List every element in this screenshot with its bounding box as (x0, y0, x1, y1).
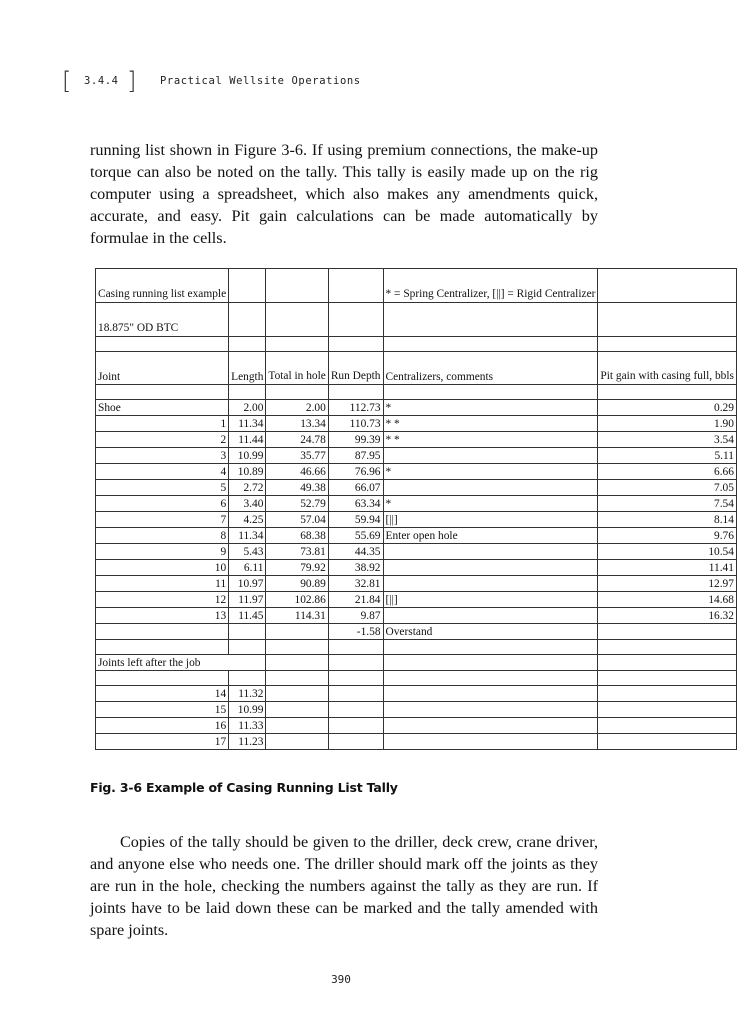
comment-cell (383, 544, 598, 560)
spare-joint-row (96, 702, 737, 718)
total-cell: 35.77 (266, 448, 328, 464)
comment-cell (383, 560, 598, 576)
pit-gain-cell: 16.32 (598, 608, 737, 624)
length-cell: 10.99 (229, 702, 266, 718)
length-cell: 11.23 (229, 734, 266, 750)
comment-cell: Enter open hole (383, 528, 598, 544)
section-number: 3.4.4 (84, 75, 119, 87)
header-pit-gain: Pit gain with casing full, bbls (598, 352, 737, 385)
table-row (96, 416, 737, 432)
page-number: 390 (331, 973, 351, 986)
total-cell: 49.38 (266, 480, 328, 496)
pit-gain-cell: 5.11 (598, 448, 737, 464)
header-length: Length (229, 352, 266, 385)
depth-cell: 32.81 (328, 576, 383, 592)
length-cell: 5.43 (229, 544, 266, 560)
table-title-cell: Casing running list example (96, 269, 229, 303)
table-row (96, 544, 737, 560)
blank-row (96, 385, 737, 400)
joint-cell: 4 (96, 464, 229, 480)
total-cell: 73.81 (266, 544, 328, 560)
blank-row (96, 640, 737, 655)
pit-gain-cell: 10.54 (598, 544, 737, 560)
table-row (96, 432, 737, 448)
table-row (96, 400, 737, 416)
spare-joint-row (96, 718, 737, 734)
comment-cell: * (383, 400, 598, 416)
joint-cell: 9 (96, 544, 229, 560)
comment-cell: * * (383, 416, 598, 432)
joint-cell: Shoe (96, 400, 229, 416)
comment-cell (383, 608, 598, 624)
overstand-comment-cell: Overstand (383, 624, 598, 640)
comment-cell (383, 576, 598, 592)
joint-cell: 15 (96, 702, 229, 718)
total-cell: 79.92 (266, 560, 328, 576)
casing-tally-table (95, 268, 737, 750)
depth-cell: 38.92 (328, 560, 383, 576)
length-cell: 10.99 (229, 448, 266, 464)
total-cell: 24.78 (266, 432, 328, 448)
column-header-row (96, 352, 737, 385)
total-cell: 52.79 (266, 496, 328, 512)
table-row (96, 464, 737, 480)
depth-cell: 66.07 (328, 480, 383, 496)
depth-cell: 87.95 (328, 448, 383, 464)
length-cell: 11.45 (229, 608, 266, 624)
joint-cell: 17 (96, 734, 229, 750)
depth-cell: 110.73 (328, 416, 383, 432)
total-cell: 90.89 (266, 576, 328, 592)
comment-cell: [||] (383, 592, 598, 608)
length-cell: 11.44 (229, 432, 266, 448)
pit-gain-cell: 6.66 (598, 464, 737, 480)
joint-cell: 7 (96, 512, 229, 528)
running-title: Practical Wellsite Operations (160, 75, 361, 87)
comment-cell (383, 480, 598, 496)
length-cell: 2.72 (229, 480, 266, 496)
joint-cell: 13 (96, 608, 229, 624)
joint-cell: 16 (96, 718, 229, 734)
length-cell: 10.89 (229, 464, 266, 480)
depth-cell: 112.73 (328, 400, 383, 416)
length-cell: 11.34 (229, 416, 266, 432)
joint-cell: 14 (96, 686, 229, 702)
figure-caption: Fig. 3-6 Example of Casing Running List Tally (90, 780, 398, 795)
joint-cell: 11 (96, 576, 229, 592)
comment-cell (383, 448, 598, 464)
total-cell: 68.38 (266, 528, 328, 544)
blank-row (96, 671, 737, 686)
joint-cell: 12 (96, 592, 229, 608)
table-row (96, 592, 737, 608)
pit-gain-cell: 9.76 (598, 528, 737, 544)
length-cell: 11.33 (229, 718, 266, 734)
body-paragraph-1: running list shown in Figure 3-6. If using premium connections, the make-up torque can also be noted on the tally. This tally is easily made up on the rig computer using a spreadsheet, which also makes any amendments quick, accurate, and easy. Pit gain calculations can be made automatically by formulae in the cells. (90, 141, 598, 247)
joint-cell: 2 (96, 432, 229, 448)
joint-cell: 5 (96, 480, 229, 496)
comment-cell: * * (383, 432, 598, 448)
depth-cell: 21.84 (328, 592, 383, 608)
joints-left-label: Joints left after the job (96, 655, 266, 671)
pit-gain-cell: 1.90 (598, 416, 737, 432)
header-joint: Joint (96, 352, 229, 385)
table-row (96, 528, 737, 544)
length-cell: 3.40 (229, 496, 266, 512)
header-total-in-hole: Total in hole (266, 352, 328, 385)
pit-gain-cell: 3.54 (598, 432, 737, 448)
left-bracket: [ (62, 67, 72, 95)
table-row (96, 448, 737, 464)
pit-gain-cell: 8.14 (598, 512, 737, 528)
spare-joint-row (96, 734, 737, 750)
joint-cell: 6 (96, 496, 229, 512)
right-bracket: ] (127, 67, 137, 95)
comment-cell: * (383, 496, 598, 512)
header-run-depth: Run Depth (328, 352, 383, 385)
total-cell: 57.04 (266, 512, 328, 528)
total-cell: 2.00 (266, 400, 328, 416)
overstand-row (96, 624, 737, 640)
pit-gain-cell: 11.41 (598, 560, 737, 576)
comment-cell: [||] (383, 512, 598, 528)
joint-cell: 1 (96, 416, 229, 432)
table-title-row (96, 269, 737, 303)
blank-row (96, 337, 737, 352)
total-cell: 114.31 (266, 608, 328, 624)
joint-cell: 3 (96, 448, 229, 464)
comment-cell: * (383, 464, 598, 480)
casing-spec-row (96, 303, 737, 337)
table-row (96, 480, 737, 496)
length-cell: 10.97 (229, 576, 266, 592)
depth-cell: 63.34 (328, 496, 383, 512)
depth-cell: 59.94 (328, 512, 383, 528)
length-cell: 6.11 (229, 560, 266, 576)
total-cell: 102.86 (266, 592, 328, 608)
depth-cell: 76.96 (328, 464, 383, 480)
depth-cell: 44.35 (328, 544, 383, 560)
casing-spec-cell: 18.875" OD BTC (96, 303, 229, 337)
pit-gain-cell: 7.54 (598, 496, 737, 512)
table-row (96, 560, 737, 576)
length-cell: 11.32 (229, 686, 266, 702)
depth-cell: 9.87 (328, 608, 383, 624)
length-cell: 2.00 (229, 400, 266, 416)
length-cell: 11.34 (229, 528, 266, 544)
total-cell: 46.66 (266, 464, 328, 480)
overstand-depth-cell: -1.58 (328, 624, 383, 640)
joints-left-row (96, 655, 737, 671)
spare-joint-row (96, 686, 737, 702)
body-paragraph-2: Copies of the tally should be given to the driller, deck crew, crane driver, and anyone else who needs one. The driller should mark off the joints as they are run in the hole, checking the numbers against the tally as they are run. If joints have to be laid down these can be marked and the tally amended with spare joints. (90, 833, 598, 939)
pit-gain-cell: 12.97 (598, 576, 737, 592)
depth-cell: 55.69 (328, 528, 383, 544)
depth-cell: 99.39 (328, 432, 383, 448)
header-comments: Centralizers, comments (383, 352, 598, 385)
table-row (96, 576, 737, 592)
centralizer-legend-cell: * = Spring Centralizer, [||] = Rigid Centralizer (383, 269, 598, 303)
total-cell: 13.34 (266, 416, 328, 432)
joint-cell: 8 (96, 528, 229, 544)
pit-gain-cell: 0.29 (598, 400, 737, 416)
length-cell: 11.97 (229, 592, 266, 608)
table-row (96, 608, 737, 624)
table-row (96, 512, 737, 528)
length-cell: 4.25 (229, 512, 266, 528)
pit-gain-cell: 14.68 (598, 592, 737, 608)
pit-gain-cell: 7.05 (598, 480, 737, 496)
joint-cell: 10 (96, 560, 229, 576)
table-row (96, 496, 737, 512)
